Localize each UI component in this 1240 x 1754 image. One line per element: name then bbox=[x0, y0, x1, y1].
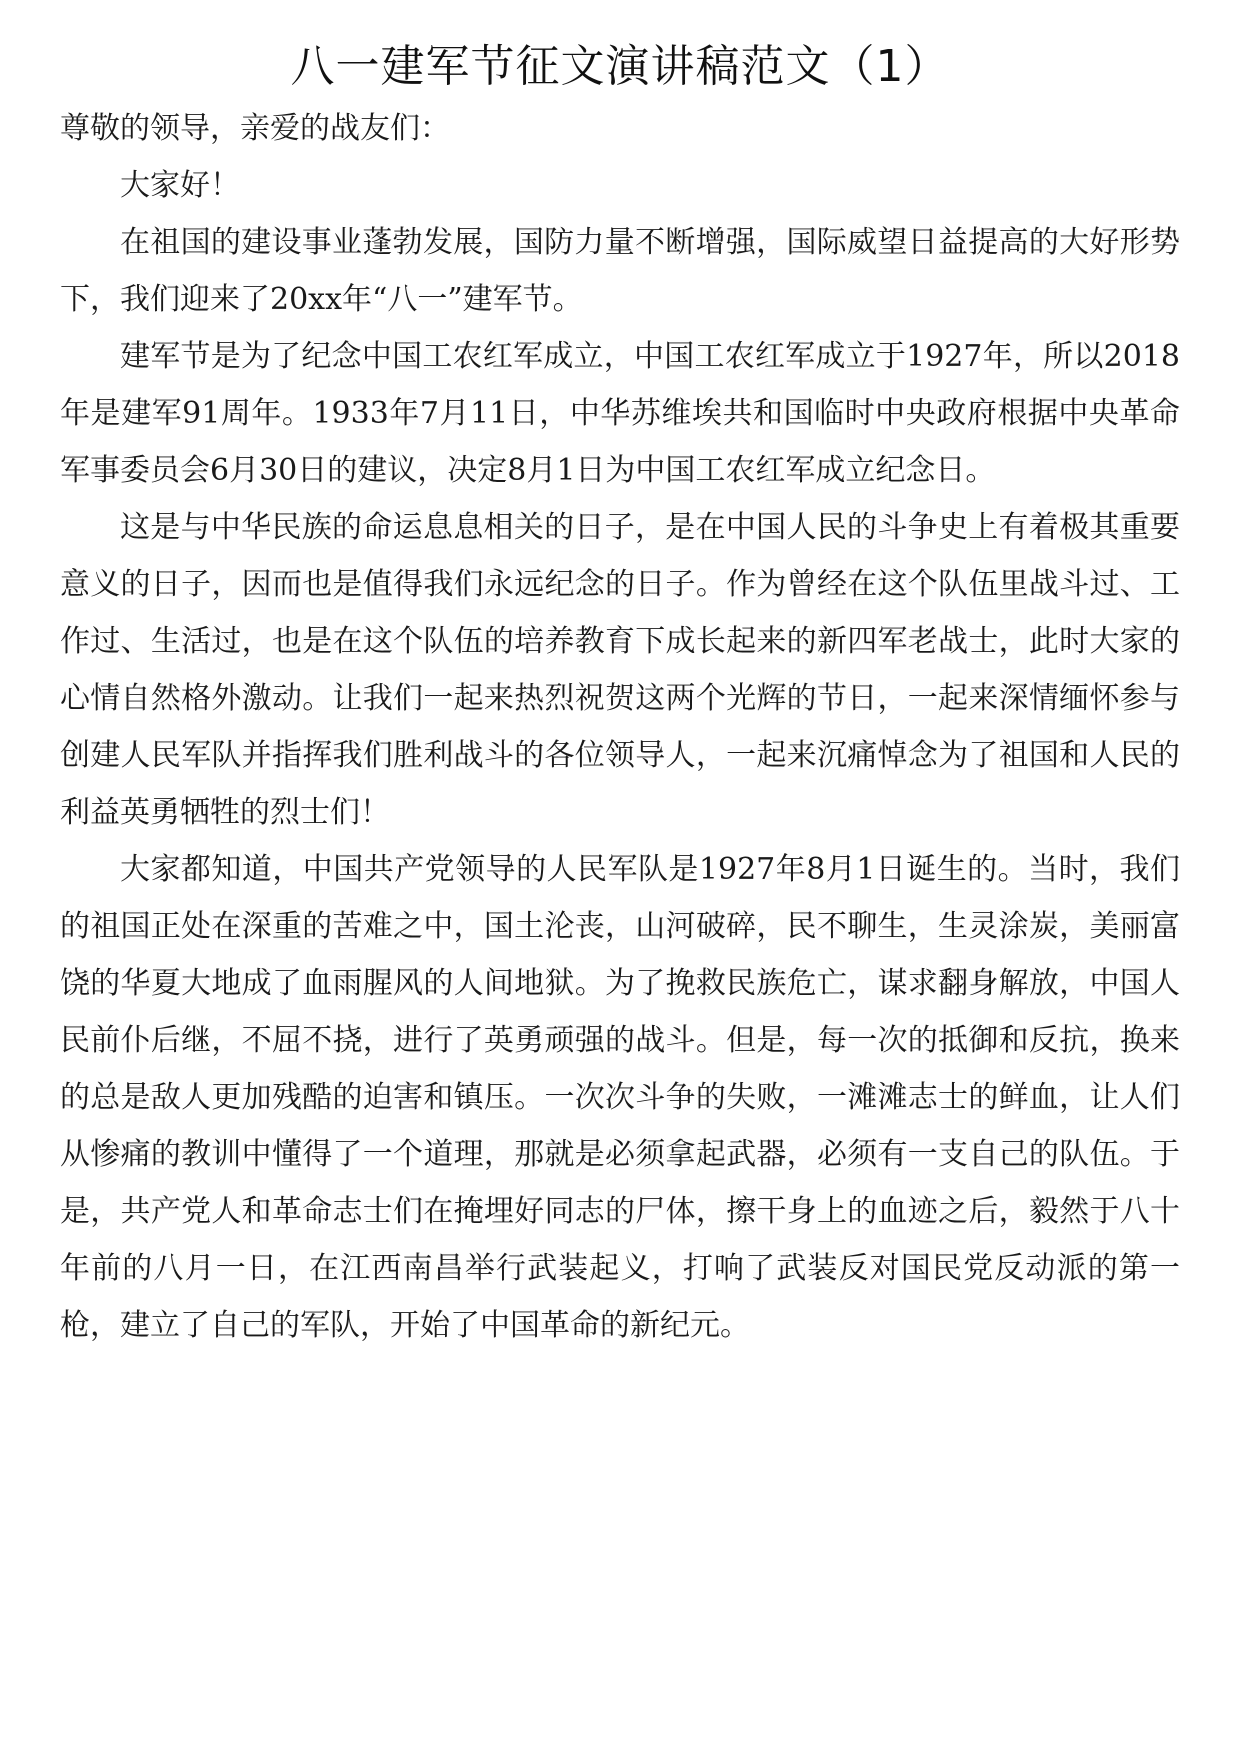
paragraph-history: 建军节是为了纪念中国工农红军成立，中国工农红军成立于1927年，所以2018年是建军91周年。1933年7月11日，中华苏维埃共和国临时中央政府根据中央革命军事委员会6月30日的建议，决定8月1日为中国工农红军成立纪念日。 bbox=[60, 339, 1180, 488]
document-body bbox=[60, 100, 1180, 1354]
document-title: 八一建军节征文演讲稿范文（1） bbox=[290, 41, 950, 92]
salutation: 尊敬的领导，亲爱的战友们： bbox=[60, 111, 450, 146]
paragraph-greeting: 大家好！ bbox=[120, 168, 240, 203]
paragraph-occasion: 在祖国的建设事业蓬勃发展，国防力量不断增强，国际威望日益提高的大好形势下，我们迎来了20xx年“八一”建军节。 bbox=[60, 225, 1180, 317]
paragraph-significance: 这是与中华民族的命运息息相关的日子，是在中国人民的斗争史上有着极其重要意义的日子，因而也是值得我们永远纪念的日子。作为曾经在这个队伍里战斗过、工作过、生活过，也是在这个队伍的培养教育下成长起来的新四军老战士，此时大家的心情自然格外激动。让我们一起来热烈祝贺这两个光辉的节日，一起来深情缅怀参与创建人民军队并指挥我们胜利战斗的各位领导人，一起来沉痛悼念为了祖国和人民的利益英勇牺牲的烈士们！ bbox=[60, 510, 1180, 830]
paragraph-origin: 大家都知道，中国共产党领导的人民军队是1927年8月1日诞生的。当时，我们的祖国正处在深重的苦难之中，国土沦丧，山河破碎，民不聊生，生灵涂炭，美丽富饶的华夏大地成了血雨腥风的人间地狱。为了挽救民族危亡，谋求翻身解放，中国人民前仆后继，不屈不挠，进行了英勇顽强的战斗。但是，每一次的抵御和反抗，换来的总是敌人更加残酷的迫害和镇压。一次次斗争的失败，一滩滩志士的鲜血，让人们从惨痛的教训中懂得了一个道理，那就是必须拿起武器，必须有一支自己的队伍。于是，共产党人和革命志士们在掩埋好同志的尸体，擦干身上的血迹之后，毅然于八十年前的八月一日，在江西南昌举行武装起义，打响了武装反对国民党反动派的第一枪，建立了自己的军队，开始了中国革命的新纪元。 bbox=[60, 852, 1180, 1343]
